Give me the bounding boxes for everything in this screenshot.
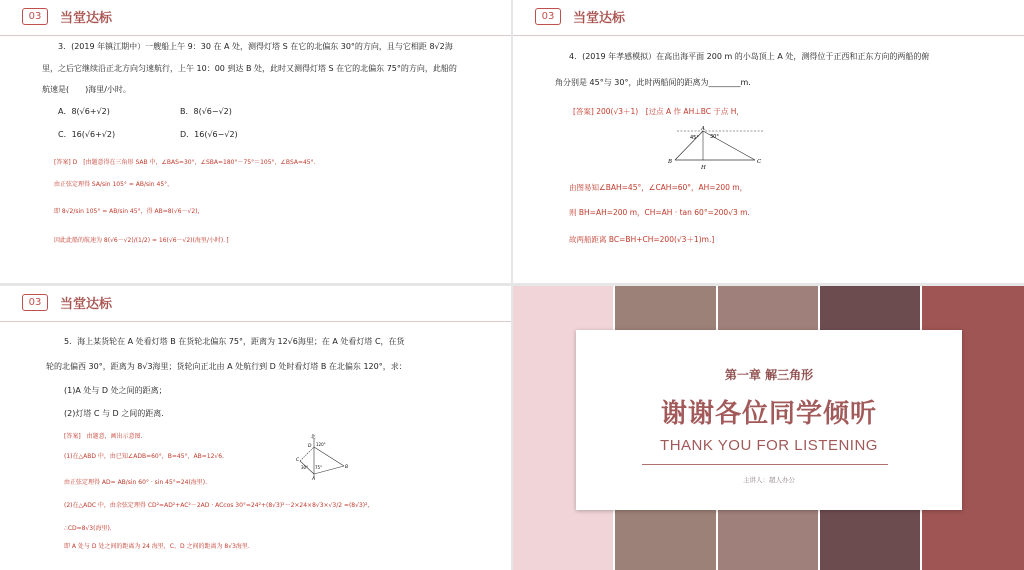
- section-title: 当堂达标: [60, 11, 113, 26]
- slide-quiz-5[interactable]: [0, 286, 511, 570]
- section-title: 当堂达标: [573, 11, 626, 26]
- section-title: 当堂达标: [60, 297, 113, 312]
- answer-line-2: 由正弦定理得 AD= AB/sin 60° · sin 45°=24(海里).: [64, 479, 208, 486]
- divider-line: [642, 464, 888, 465]
- angle-30: 30°: [301, 465, 309, 470]
- angle-75: 75°: [315, 465, 323, 470]
- answer-line-1: [答案] D [由题意得在三角形 SAB 中，∠BAS=30°，∠SBA=180°－75°＝105°，∠BSA=45°.: [54, 159, 316, 166]
- speaker-credit: 主讲人：超人办公: [743, 476, 795, 484]
- option-b: B．8(√6−√2): [180, 107, 232, 116]
- question-line-1: 3．(2019 年镇江期中）一艘船上午 9：30 在 A 处，测得灯塔 S 在它的北偏东 30°的方向，且与它相距 8√2海: [58, 42, 453, 51]
- angle-45: 45°: [690, 135, 699, 141]
- angle-30: 30°: [710, 134, 719, 140]
- question-line-1: 4．(2019 年孝感模拟）在高出海平面 200 m 的小岛顶上 A 处，测得位于正西和正东方向的两船的俯: [569, 52, 930, 61]
- label-a: A: [701, 126, 705, 132]
- answer-line-1: 由图易知∠BAH=45°，∠CAH=60°，AH=200 m，: [569, 183, 748, 192]
- question-part-1: (1)A 处与 D 处之间的距离；: [64, 386, 167, 395]
- label-h: H: [701, 165, 706, 171]
- thank-you-heading: 谢谢各位同学倾听: [660, 399, 877, 429]
- slide-quiz-3[interactable]: [0, 0, 511, 283]
- answer-line-3: (2)在△ADC 中，由余弦定理得 CD²=AD²+AC²－2AD · ACcos 30°=24²+(8√3)²－2×24×8√3×√3/2 =(8√3)²,: [64, 502, 370, 509]
- section-number-badge: 03: [22, 294, 48, 311]
- north-label: 北: [311, 435, 316, 440]
- answer-line-3: 故两船距离 BC=BH+CH=200(√3＋1)m.]: [569, 235, 715, 244]
- answer-line-5: 即 A 处与 D 处之间的距离为 24 海里，C、D 之间的距离为 8√3海里.: [64, 543, 250, 550]
- angle-120: 120°: [316, 442, 326, 447]
- slide-header: [513, 0, 1024, 36]
- section-number-badge: 03: [535, 8, 561, 25]
- option-c: C．16(√6+√2): [58, 130, 116, 139]
- answer-line-4: 因此此船的航速为 8(√6－√2)/(1/2) = 16(√6－√2)(海里/小时)．]: [54, 237, 229, 244]
- chapter-title: 第一章 解三角形: [724, 368, 814, 382]
- label-c: C: [296, 458, 300, 463]
- navigation-diagram: [294, 434, 358, 480]
- thank-you-english: THANK YOU FOR LISTENING: [660, 437, 878, 454]
- slide-header: [0, 0, 511, 36]
- slide-header: [0, 286, 511, 322]
- title-card: [576, 330, 962, 510]
- answer-line-0: [答案] 由题意，画出示意图.: [64, 433, 143, 440]
- slide-quiz-4[interactable]: [513, 0, 1024, 283]
- answer-line-3: 即 8√2/sin 105° = AB/sin 45°，得 AB=8(√6－√2)，: [54, 208, 204, 215]
- triangle-diagram: [663, 124, 775, 174]
- option-d: D．16(√6−√2): [180, 130, 238, 139]
- slide-thank-you[interactable]: [513, 286, 1024, 570]
- question-line-2: 里，之后它继续沿正北方向匀速航行，上午 10：00 到达 B 处，此时又测得灯塔 S 在它的北偏东 75°的方向，此船的: [42, 64, 457, 73]
- question-line-1: 5．海上某货轮在 A 处看灯塔 B 在货轮北偏东 75°，距离为 12√6海里；在 A 处看灯塔 C，在货: [64, 337, 405, 346]
- section-number-badge: 03: [22, 8, 48, 25]
- label-a: A: [312, 477, 316, 480]
- question-line-2: 角分别是 45°与 30°，此时两船间的距离为________m.: [555, 78, 751, 87]
- label-d: D: [308, 444, 312, 449]
- answer-line-2: 则 BH=AH=200 m，CH=AH · tan 60°=200√3 m.: [569, 208, 750, 217]
- label-b: B: [668, 159, 673, 165]
- option-a: A．8(√6+√2): [58, 107, 110, 116]
- label-c: C: [757, 159, 762, 165]
- question-part-2: (2)灯塔 C 与 D 之间的距离.: [64, 409, 164, 418]
- question-line-2: 轮的北偏西 30°，距离为 8√3海里；货轮向正北由 A 处航行到 D 处时看灯塔 B 在北偏东 120°，求：: [46, 362, 407, 371]
- answer-line-4: ∴CD=8√3(海里).: [64, 525, 112, 532]
- answer-line-1: (1)在△ABD 中，由已知∠ADB=60°，B=45°，AB=12√6.: [64, 453, 224, 460]
- answer-line-2: 由正弦定理得 SA/sin 105° = AB/sin 45°，: [54, 181, 174, 188]
- answer-line-0: [答案] 200(√3＋1) [过点 A 作 AH⊥BC 于点 H，: [573, 107, 744, 116]
- label-b: B: [345, 465, 349, 470]
- question-line-3: 航速是( )海里/小时。: [42, 85, 131, 94]
